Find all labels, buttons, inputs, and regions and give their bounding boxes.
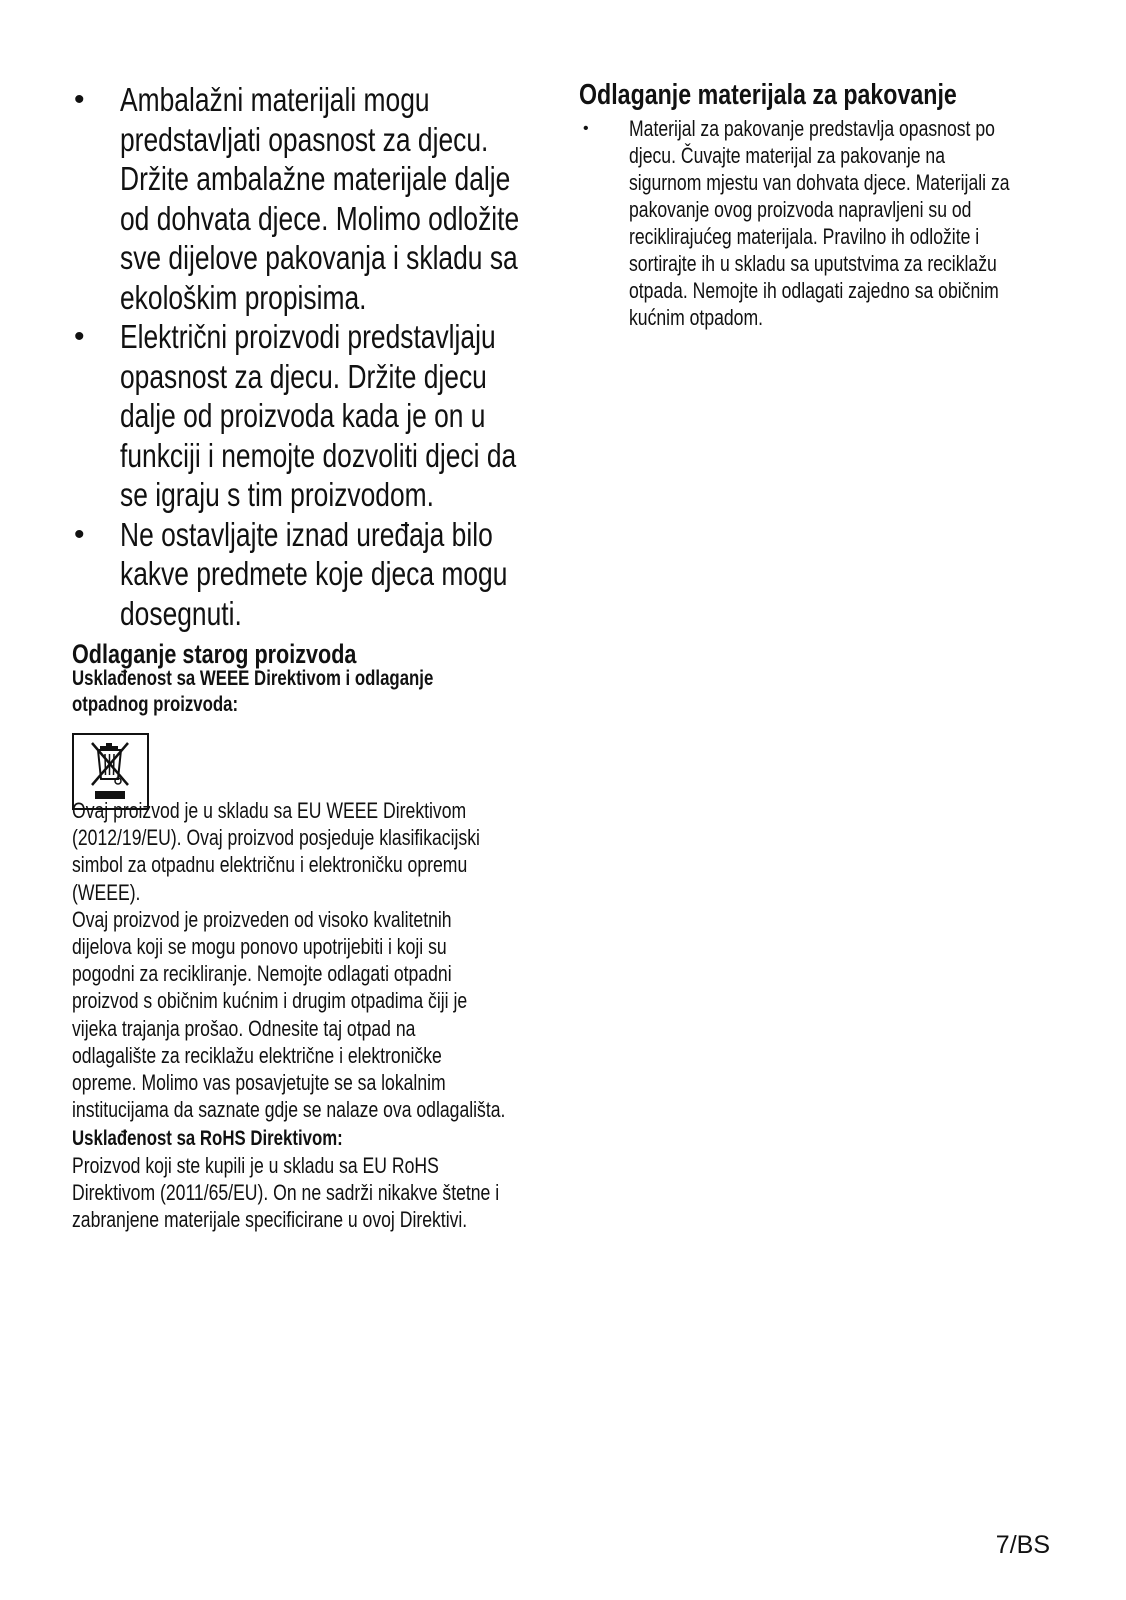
bullet-marker: • <box>583 120 589 137</box>
text-line: odlagalište za reciklažu električne i elektroničke <box>72 1042 442 1068</box>
text-line: dijelova koji se mogu ponovo upotrijebiti i koji su <box>72 933 447 959</box>
bullet-marker: • <box>74 517 85 551</box>
text-line: djecu. Čuvajte materijal za pakovanje na <box>629 143 946 168</box>
text-line: otpada. Nemojte ih odlagati zajedno sa običnim <box>629 278 999 303</box>
text-line: pogodni za recikliranje. Nemojte odlagati otpadni <box>72 961 452 987</box>
rohs-text <box>72 1152 606 1234</box>
text-line: pakovanje ovog proizvoda napravljeni su od <box>629 197 972 222</box>
text-line: Ambalažni materijali mogu <box>120 81 430 118</box>
text-line: kakve predmete koje djeca mogu <box>120 555 508 592</box>
text-line: dosegnuti. <box>120 594 242 632</box>
packaging-bullet-item <box>579 115 1105 331</box>
text-line: Proizvod koji ste kupili je u skladu sa EU RoHS <box>72 1153 439 1178</box>
safety-bullet-item <box>72 80 542 317</box>
text-line: ekološkim propisima. <box>120 278 367 316</box>
safety-bullet-list <box>72 80 542 633</box>
packaging-heading: Odlaganje materijala za pakovanje <box>579 79 957 111</box>
text-line: Materijal za pakovanje predstavlja opasnost po <box>629 116 995 141</box>
text-line: Direktivom (2011/65/EU). On ne sadrži nikakve štetne i <box>72 1180 500 1206</box>
text-line: Ovaj proizvod je u skladu sa EU WEEE Direktivom <box>72 798 467 823</box>
text-line: sve dijelove pakovanja i skladu sa <box>120 239 518 276</box>
text-line: institucijama da saznate gdje se nalaze ova odlagališta. <box>72 1097 506 1123</box>
text-line: se igraju s tim proizvodom. <box>120 476 434 513</box>
text-line: opreme. Molimo vas posavjetujte se sa lokalnim <box>72 1069 446 1095</box>
text-line: (2012/19/EU). Ovaj proizvod posjeduje klasifikacijski <box>72 825 480 851</box>
text-line: simbol za otpadnu električnu i elektroničku opremu <box>72 852 468 878</box>
text-line: (WEEE). <box>72 879 141 905</box>
bullet-marker: • <box>74 83 85 116</box>
page-number: 7/BS <box>995 1531 1050 1559</box>
text-line: Ovaj proizvod je proizveden od visoko kvalitetnih <box>72 906 452 932</box>
weee-text <box>72 797 614 1123</box>
text-line: sigurnom mjestu van dohvata djece. Materijali za <box>629 170 1010 195</box>
text-line: dalje od proizvoda kada je on u <box>120 397 486 434</box>
rohs-heading: Usklađenost sa RoHS Direktivom: <box>72 1127 343 1150</box>
text-line: Električni proizvodi predstavljaju <box>120 318 496 355</box>
packaging-bullet-list <box>579 115 1105 331</box>
text-line: vijeka trajanja prošao. Odnesite taj otpad na <box>72 1015 416 1041</box>
text-line: funkciji i nemojte dozvoliti djeci da <box>120 436 517 474</box>
safety-bullet-item <box>72 515 542 634</box>
text-line: zabranjene materijale specificirane u ovoj Direktivi. <box>72 1207 468 1233</box>
weee-heading: otpadnog proizvoda: <box>72 693 239 716</box>
text-line: sortirajte ih u skladu sa uputstvima za reciklažu <box>629 251 997 276</box>
text-line: kućnim otpadom. <box>629 305 764 330</box>
text-line: predstavljati opasnost za djecu. <box>120 120 489 158</box>
text-line: Držite ambalažne materijale dalje <box>120 160 511 197</box>
text-line: proizvod s običnim kućnim i drugim otpadima čiji je <box>72 988 468 1014</box>
weee-heading: Usklađenost sa WEEE Direktivom i odlaganje <box>72 667 434 690</box>
text-line: od dohvata djece. Molimo odložite <box>120 199 520 237</box>
safety-bullet-item <box>72 317 542 515</box>
text-line: Ne ostavljajte iznad uređaja bilo <box>120 515 493 553</box>
disposal-heading: Odlaganje starog proizvoda <box>72 639 357 669</box>
text-line: reciklirajućeg materijala. Pravilno ih odložite i <box>629 224 980 249</box>
bullet-marker: • <box>74 320 85 353</box>
text-line: opasnost za djecu. Držite djecu <box>120 357 487 395</box>
